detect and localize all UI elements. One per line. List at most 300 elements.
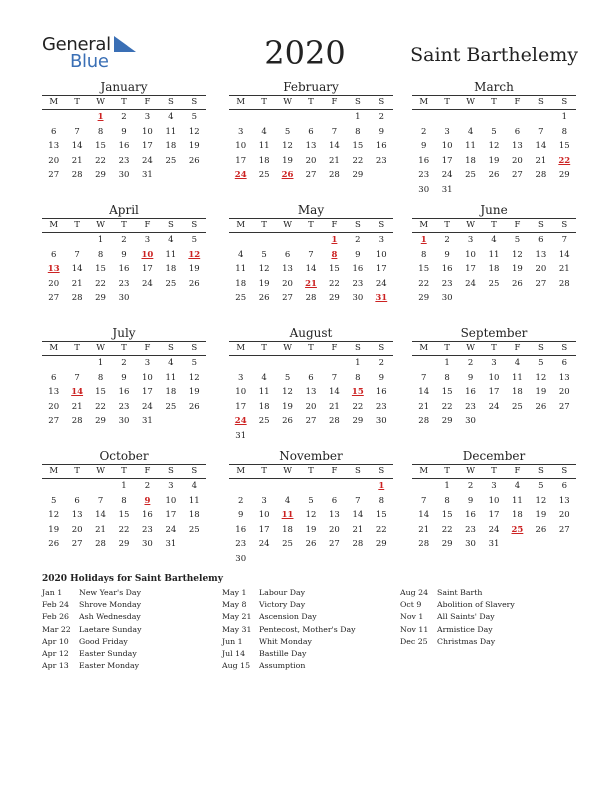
empty-cell [276,479,299,494]
day-cell: 21 [329,401,340,412]
weekday-label: S [561,343,568,353]
holiday-row [42,648,217,660]
holiday-day-cell: 24 [234,170,247,180]
day-cell: 30 [235,553,247,564]
weekday-header [412,219,576,233]
weekday-header [229,96,393,110]
day-cell: 20 [558,387,570,397]
month-october [42,449,206,552]
holiday-day-cell: 1 [378,481,385,491]
holiday-column [42,587,217,672]
empty-cell [459,110,482,125]
day-cell: 19 [488,155,500,166]
empty-cell [412,356,435,371]
holiday-row [400,624,575,636]
day-cell: 12 [512,249,523,260]
weekday-label: T [444,220,450,230]
day-cell: 4 [168,112,174,122]
day-cell: 23 [235,539,247,549]
day-cell: 7 [74,249,80,260]
day-cell: 12 [188,372,200,383]
day-cell: 2 [144,481,151,491]
holiday-day-cell: 22 [558,155,571,166]
weekday-label: W [283,220,292,230]
holiday-row [42,587,217,599]
weekday-label: S [191,343,198,353]
day-cell: 10 [235,387,247,397]
day-cell: 26 [258,293,270,303]
empty-cell [435,110,458,125]
day-cell: 24 [165,524,177,535]
day-cell: 27 [329,539,340,549]
day-cell: 14 [352,510,364,520]
weekday-label: W [466,343,475,353]
weekday-label: T [74,343,80,353]
empty-cell [299,356,322,371]
empty-cell [252,479,275,494]
day-cell: 3 [144,358,151,368]
weekday-label: S [537,220,544,230]
day-cell: 3 [144,112,151,122]
day-cell: 8 [421,249,427,260]
day-cell: 13 [305,141,317,151]
empty-cell [412,479,435,494]
empty-cell [42,233,65,248]
weekday-label: M [236,343,246,353]
day-cell: 15 [375,510,387,520]
day-cell: 25 [258,170,270,180]
day-cell: 2 [121,358,127,368]
day-cell: 3 [238,126,244,137]
holiday-day-cell: 14 [71,387,84,397]
day-cell: 20 [48,278,60,289]
weekday-label: T [308,466,314,476]
day-cell: 24 [142,155,153,166]
day-cell: 4 [168,358,174,368]
weekday-label: S [354,97,361,107]
weekday-label: T [491,466,497,476]
holiday-list-title: 2020 Holidays for Saint Barthelemy [42,574,223,584]
weekday-label: M [419,220,429,230]
holiday-name: Easter Monday [79,661,140,671]
day-cell: 19 [258,278,270,289]
day-grid [229,356,393,443]
holiday-row [222,599,397,611]
day-cell: 9 [444,249,450,260]
day-cell: 29 [95,170,106,180]
day-cell: 4 [467,126,474,137]
holiday-name: Victory Day [259,600,306,610]
day-cell: 30 [142,539,153,549]
day-cell: 1 [444,481,450,491]
day-cell: 18 [465,155,476,166]
weekday-label: S [191,220,198,230]
day-cell: 16 [465,510,476,520]
day-cell: 27 [282,293,293,303]
day-cell: 18 [512,387,523,397]
holiday-date: Feb 24 [42,600,69,610]
day-cell: 20 [535,264,547,274]
holiday-date: Apr 10 [42,636,69,646]
day-cell: 31 [235,430,247,441]
weekday-label: T [74,466,80,476]
empty-cell [89,479,112,494]
day-cell: 29 [441,416,453,426]
day-cell: 7 [561,235,567,245]
day-cell: 12 [188,126,200,137]
day-cell: 6 [331,495,338,506]
day-cell: 17 [375,264,387,274]
day-cell: 11 [465,141,476,151]
day-cell: 5 [491,126,497,137]
month-name: May [297,203,325,217]
weekday-label: S [354,220,361,230]
day-cell: 15 [558,141,570,151]
empty-cell [42,479,65,494]
day-cell: 22 [441,524,453,535]
day-cell: 28 [558,278,570,289]
weekday-label: M [236,220,246,230]
day-cell: 31 [142,170,153,180]
day-cell: 11 [488,249,500,260]
holiday-name: Labour Day [259,588,306,597]
day-cell: 6 [514,126,521,137]
day-cell: 23 [118,155,130,166]
day-cell: 13 [305,387,317,397]
weekday-label: S [354,466,361,476]
day-cell: 21 [558,264,570,274]
day-cell: 15 [441,510,453,520]
day-cell: 6 [51,372,57,383]
holiday-name: Easter Sunday [79,648,137,658]
empty-cell [65,356,88,371]
logo-text-blue: Blue [70,51,109,72]
empty-cell [299,233,322,248]
weekday-label: T [261,466,267,476]
empty-cell [229,110,252,125]
month-june [412,203,576,306]
day-cell: 11 [165,372,177,383]
day-cell: 4 [168,235,174,245]
holiday-day-cell: 24 [234,416,247,426]
day-cell: 29 [95,416,106,426]
holiday-day-cell: 15 [351,387,364,397]
day-cell: 15 [352,141,364,151]
day-cell: 16 [465,387,476,397]
month-name: July [112,326,136,340]
weekday-header [42,219,206,233]
day-cell: 4 [191,481,197,491]
weekday-label: S [537,343,544,353]
day-cell: 6 [284,249,291,260]
weekday-label: F [514,220,521,230]
day-cell: 21 [71,401,83,412]
day-cell: 16 [352,264,364,274]
day-cell: 4 [284,495,291,506]
brand-logo [42,34,142,74]
day-cell: 5 [538,481,544,491]
day-cell: 5 [51,495,57,506]
month-name: April [109,203,139,217]
day-cell: 19 [512,264,523,274]
day-cell: 15 [329,264,340,274]
empty-cell [323,479,346,494]
day-cell: 22 [418,278,430,289]
day-cell: 2 [378,112,384,122]
day-cell: 23 [375,155,387,166]
day-cell: 19 [282,155,293,166]
holiday-date: Apr 13 [42,661,69,671]
day-cell: 23 [441,278,453,289]
day-cell: 24 [465,278,476,289]
month-november [229,449,393,566]
day-cell: 5 [261,249,267,260]
holiday-date: Jun 1 [222,636,243,646]
day-cell: 2 [421,126,427,137]
day-cell: 28 [418,416,430,426]
day-cell: 10 [375,249,387,260]
day-cell: 16 [375,387,387,397]
day-cell: 13 [558,495,570,506]
day-cell: 14 [305,264,317,274]
day-cell: 7 [331,126,338,137]
day-cell: 30 [118,170,130,180]
month-march [412,80,576,197]
weekday-label: W [96,97,105,107]
day-cell: 16 [235,524,247,535]
day-cell: 25 [165,155,177,166]
day-cell: 24 [488,401,500,412]
day-cell: 10 [142,372,153,383]
holiday-row [222,636,397,648]
day-cell: 3 [444,126,450,137]
day-cell: 5 [284,126,291,137]
day-cell: 8 [355,372,361,383]
day-cell: 23 [118,278,130,289]
day-cell: 7 [421,372,427,383]
day-cell: 30 [465,539,476,549]
holiday-name: All Saints' Day [437,612,495,622]
day-cell: 11 [188,495,200,506]
day-cell: 6 [538,235,544,245]
holiday-date: Mar 22 [42,624,71,634]
day-cell: 2 [238,495,244,506]
day-cell: 26 [188,155,200,166]
day-cell: 7 [74,126,80,137]
empty-cell [229,479,252,494]
day-cell: 25 [188,524,200,535]
weekday-label: F [331,343,338,353]
holiday-name: Assumption [259,661,306,671]
weekday-label: T [261,220,267,230]
day-cell: 24 [258,539,270,549]
weekday-label: T [121,343,127,353]
holiday-day-cell: 31 [375,293,388,303]
day-cell: 24 [375,278,387,289]
empty-cell [252,233,275,248]
day-cell: 28 [329,416,340,426]
day-cell: 14 [418,510,430,520]
day-cell: 21 [329,155,340,166]
day-cell: 30 [352,293,364,303]
day-cell: 13 [558,372,570,383]
day-cell: 21 [352,524,364,535]
day-cell: 3 [491,358,497,368]
day-cell: 12 [282,141,293,151]
day-cell: 14 [329,141,340,151]
day-cell: 13 [71,510,83,520]
day-cell: 23 [465,524,476,535]
day-cell: 16 [142,510,153,520]
holiday-row [222,587,397,599]
day-cell: 13 [48,141,60,151]
weekday-label: F [514,343,521,353]
weekday-label: F [331,97,338,107]
weekday-header [412,465,576,479]
day-cell: 17 [142,141,153,151]
weekday-label: S [378,466,385,476]
empty-cell [276,356,299,371]
day-cell: 18 [235,278,247,289]
day-cell: 14 [95,510,106,520]
day-cell: 25 [165,278,177,289]
day-cell: 1 [97,235,104,245]
day-cell: 16 [418,155,430,166]
day-cell: 14 [71,141,83,151]
holiday-name: New Year's Day [79,588,141,597]
empty-cell [229,356,252,371]
weekday-label: F [144,343,151,353]
holiday-row [400,636,575,648]
day-cell: 10 [488,495,500,506]
weekday-header [229,465,393,479]
day-cell: 1 [355,358,361,368]
day-cell: 4 [261,126,267,137]
weekday-label: S [561,466,568,476]
weekday-label: T [308,220,314,230]
day-cell: 9 [355,249,361,260]
day-cell: 22 [329,278,340,289]
day-cell: 28 [418,539,430,549]
day-cell: 8 [97,249,104,260]
day-cell: 20 [512,155,523,166]
holiday-name: Whit Monday [259,636,312,646]
day-cell: 7 [74,372,80,383]
day-cell: 21 [71,278,83,289]
day-cell: 6 [74,495,80,506]
day-cell: 22 [352,401,364,412]
day-cell: 13 [512,141,523,151]
empty-cell [65,110,88,125]
day-cell: 22 [95,278,106,289]
day-cell: 15 [118,510,130,520]
holiday-day-cell: 1 [420,235,427,245]
day-cell: 4 [238,249,244,260]
weekday-label: T [261,343,267,353]
weekday-label: M [236,466,246,476]
weekday-label: F [514,466,521,476]
day-cell: 16 [118,264,130,274]
day-cell: 6 [561,358,567,368]
day-cell: 6 [308,126,314,137]
weekday-header [229,342,393,356]
day-cell: 20 [282,278,293,289]
weekday-label: W [96,220,105,230]
weekday-header [412,342,576,356]
holiday-day-cell: 12 [188,249,201,260]
weekday-label: W [283,97,292,107]
weekday-label: W [466,220,475,230]
holiday-date: Nov 11 [400,624,429,634]
day-cell: 17 [235,401,247,412]
weekday-label: S [191,97,198,107]
day-cell: 8 [97,372,104,383]
holiday-day-cell: 11 [281,510,294,520]
weekday-label: M [419,466,429,476]
day-cell: 23 [118,401,130,412]
holiday-row [400,611,575,623]
day-cell: 10 [142,126,153,137]
day-cell: 24 [142,278,153,289]
day-cell: 28 [71,416,83,426]
day-cell: 6 [51,126,57,137]
holiday-date: May 21 [222,612,252,622]
day-grid [229,110,393,183]
holiday-row [42,624,217,636]
day-cell: 15 [95,264,106,274]
day-cell: 17 [142,387,153,397]
day-cell: 31 [142,416,153,426]
weekday-label: W [283,466,292,476]
day-cell: 8 [355,126,361,137]
empty-cell [229,233,252,248]
empty-cell [299,479,322,494]
holiday-list [42,573,582,671]
day-cell: 4 [261,372,267,383]
empty-cell [323,110,346,125]
day-cell: 21 [418,524,430,535]
day-cell: 17 [488,510,500,520]
day-cell: 25 [512,401,523,412]
day-cell: 29 [329,293,340,303]
day-cell: 12 [282,387,293,397]
day-cell: 8 [121,495,127,506]
day-cell: 8 [561,126,567,137]
day-cell: 18 [258,155,270,166]
day-cell: 27 [48,416,60,426]
day-cell: 21 [95,524,106,535]
day-cell: 24 [142,401,153,412]
holiday-row [222,624,397,636]
weekday-label: T [308,97,314,107]
day-cell: 12 [258,264,270,274]
day-cell: 8 [378,495,384,506]
holiday-row [400,599,575,611]
weekday-label: F [144,466,151,476]
holiday-row [222,660,397,672]
day-cell: 22 [441,401,453,412]
month-name: September [460,326,528,340]
day-cell: 20 [71,524,83,535]
day-cell: 26 [48,539,60,549]
holiday-day-cell: 1 [331,235,338,245]
day-cell: 7 [355,495,361,506]
weekday-label: F [331,220,338,230]
day-cell: 28 [305,293,317,303]
weekday-header [229,219,393,233]
day-grid [42,233,206,306]
day-cell: 10 [441,141,453,151]
